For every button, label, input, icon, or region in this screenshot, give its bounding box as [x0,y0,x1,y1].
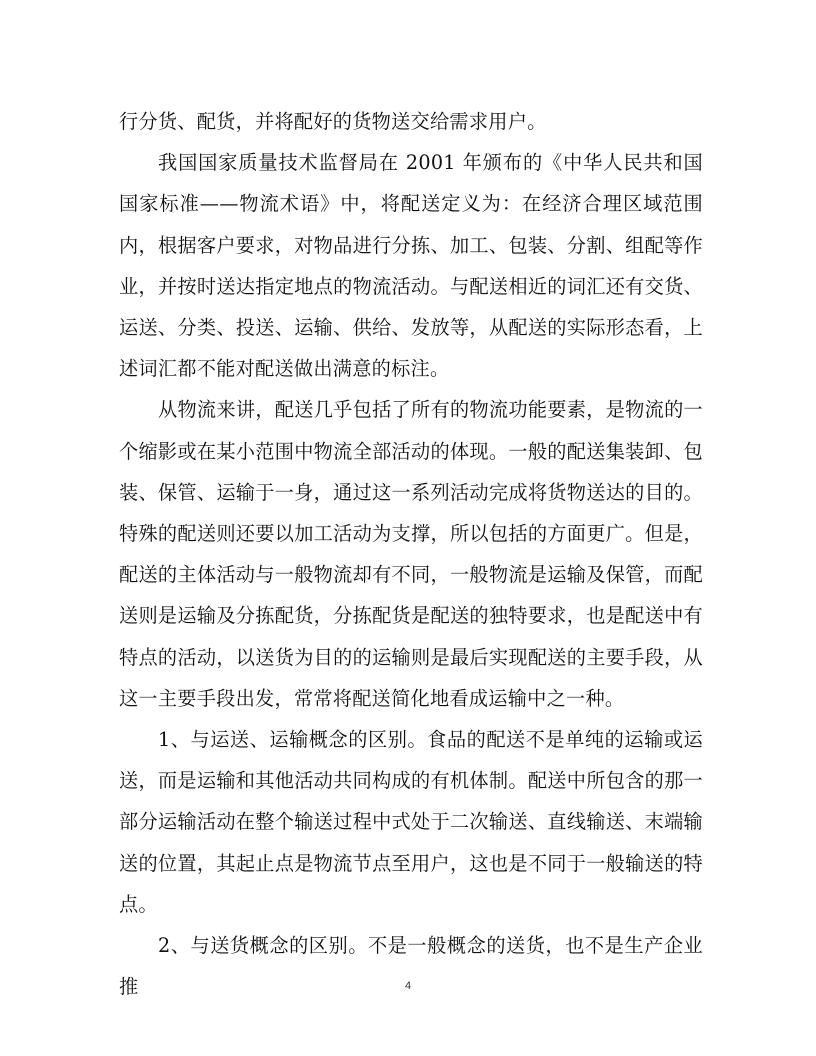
paragraph-difference-delivery: 2、与送货概念的区别。不是一般概念的送货，也不是生产企业推 [119,934,703,999]
page-number: 4 [404,980,412,992]
paragraph-difference-transport: 1、与运送、运输概念的区别。食品的配送不是单纯的运输或运送，而是运输和其他活动共同构成的有机体制。配送中所包含的那一部分运输活动在整个输送过程中式处于二次输送、直线输送、末端输送的位置，其起止点是物流节点至用户，这也是不同于一般输送的特点。 [119,728,703,916]
document-body [119,101,703,1007]
paragraph-distribution-definition: 我国国家质量技术监督局在 2001 年颁布的《中华人民共和国国家标准——物流术语》中，将配送定义为：在经济合理区域范围内，根据客户要求，对物品进行分拣、加工、包装、分割、组配等作业，并按时送达指定地点的物流活动。与配送相近的词汇还有交货、运送、分类、投送、运输、供给、发放等，从配送的实际形态看，上述词汇都不能对配送做出满意的标注。 [119,151,703,381]
paragraph-logistics-perspective: 从物流来讲，配送几乎包括了所有的物流功能要素，是物流的一个缩影或在某小范围中物流全部活动的体现。一般的配送集装卸、包装、保管、运输于一身，通过这一系列活动完成将货物送达的目的。特殊的配送则还要以加工活动为支撑，所以包括的方面更广。但是，配送的主体活动与一般物流却有不同，一般物流是运输及保管，而配送则是运输及分拣配货，分拣配货是配送的独特要求，也是配送中有特点的活动，以送货为目的的运输则是最后实现配送的主要手段，从这一主要手段出发，常常将配送简化地看成运输中之一种。 [119,398,703,710]
paragraph-continuation: 行分货、配货，并将配好的货物送交给需求用户。 [119,110,547,133]
